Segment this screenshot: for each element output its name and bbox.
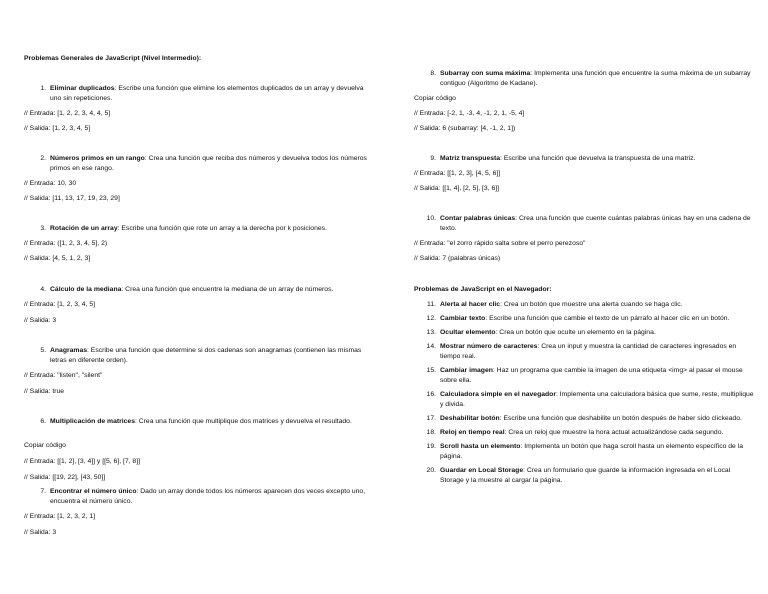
problem-title: Alerta al hacer clic xyxy=(440,301,501,308)
problem-title: Guardar en Local Storage xyxy=(440,467,524,474)
problem-number: 9. xyxy=(430,155,436,162)
problem-title: Scroll hasta un elemento xyxy=(440,443,521,450)
problem-1 xyxy=(34,84,368,104)
problem-description: : Crea un reloj que muestre la hora actual actualizándose cada segundo. xyxy=(504,429,724,436)
problem-9 xyxy=(424,154,695,164)
problem-description: : Escribe una función que elimine los elementos duplicados de un array y devuelva uno sin repeticiones. xyxy=(50,85,364,102)
problem-title: Números primos en un rango xyxy=(50,155,145,162)
problem-description: : Dado un array donde todos los números aparecen dos veces excepto uno, encuentra el número único. xyxy=(50,488,366,505)
problem-description: : Implementa una función que encuentre la suma máxima de un subarray contiguo (Algoritmo de Kadane). xyxy=(440,70,751,87)
problem-title: Matriz transpuesta xyxy=(440,155,501,162)
problem-number: 4. xyxy=(40,286,46,293)
example-input: // Entrada: [1, 2, 3, 2, 1] xyxy=(24,513,96,520)
example-output: // Salida: 3 xyxy=(24,317,57,324)
problem-title: Cambiar texto xyxy=(440,315,486,322)
problem-number: 17. xyxy=(426,415,436,422)
problem-title: Calculadora simple en el navegador xyxy=(440,391,556,398)
copy-code-link[interactable]: Copiar código xyxy=(414,95,456,102)
problem-title: Eliminar duplicados xyxy=(50,85,115,92)
example-input: // Entrada: [1, 2, 3, 4, 5] xyxy=(24,301,96,308)
problem-description: : Escribe una función que determine si dos cadenas son anagramas (contienen las mismas letras en diferente orden). xyxy=(50,347,362,364)
problem-description: : Crea un input y muestra la cantidad de caracteres ingresados en tiempo real. xyxy=(440,343,737,360)
section-heading-browser: Problemas de JavaScript en el Navegador: xyxy=(414,286,552,293)
example-input: // Entrada: [1, 2, 2, 3, 4, 4, 5] xyxy=(24,110,111,117)
problem-number: 8. xyxy=(430,70,436,77)
problem-description: : Escribe una función que deshabilite un botón después de haber sido clickeado. xyxy=(499,415,742,422)
problem-16 xyxy=(424,390,754,410)
problem-title: Cálculo de la mediana xyxy=(50,286,122,293)
problem-number: 20. xyxy=(426,467,436,474)
section-heading-general: Problemas Generales de JavaScript (Nivel Intermedio): xyxy=(24,55,202,62)
problem-number: 3. xyxy=(40,225,46,232)
example-output: // Salida: 7 (palabras únicas) xyxy=(414,255,501,262)
problem-title: Contar palabras únicas xyxy=(440,215,516,222)
example-input: // Entrada: [-2, 1, -3, 4, -1, 2, 1, -5, 4] xyxy=(414,110,525,117)
problem-description: : Haz un programa que cambie la imagen de una etiqueta <img> al pasar el mouse sobre ella. xyxy=(440,367,743,384)
problem-number: 2. xyxy=(40,155,46,162)
example-output: // Salida: 3 xyxy=(24,529,57,536)
problem-description: : Crea una función que multiplique dos matrices y devuelva el resultado. xyxy=(134,418,352,425)
problem-description: : Implementa un botón que haga scroll hasta un elemento específico de la página. xyxy=(440,443,744,460)
problem-number: 19. xyxy=(426,443,436,450)
problem-10 xyxy=(424,214,754,234)
example-input: // Entrada: [[1, 2], [3, 4]] y [[5, 6], [7, 8]] xyxy=(24,458,140,465)
problem-description: : Escribe una función que devuelva la transpuesta de una matriz. xyxy=(500,155,696,162)
problem-17 xyxy=(424,414,754,424)
problem-title: Ocultar elemento xyxy=(440,329,496,336)
problem-title: Cambiar imagen xyxy=(440,367,493,374)
problem-description: : Crea una función que encuentre la mediana de un array de números. xyxy=(121,286,334,293)
problem-title: Encontrar el número único xyxy=(50,488,137,495)
problem-description: : Implementa una calculadora básica que sume, reste, multiplique y divida. xyxy=(440,391,754,408)
copy-code-link[interactable]: Copiar código xyxy=(24,442,66,449)
browser-problems-list xyxy=(424,300,754,490)
problem-19 xyxy=(424,442,754,462)
problem-5 xyxy=(34,346,368,366)
problem-title: Anagramas xyxy=(50,347,88,354)
problem-number: 14. xyxy=(426,343,436,350)
example-output: // Salida: [[19, 22], [43, 50]] xyxy=(24,474,106,481)
problem-6 xyxy=(34,417,352,427)
problem-number: 13. xyxy=(426,329,436,336)
problem-8 xyxy=(424,69,754,89)
example-output: // Salida: 6 (subarray: [4, -1, 2, 1]) xyxy=(414,125,516,132)
problem-title: Reloj en tiempo real xyxy=(440,429,505,436)
problem-18 xyxy=(424,428,754,438)
problem-20 xyxy=(424,466,754,486)
problem-11 xyxy=(424,300,754,310)
example-input: // Entrada: "el zorro rápido salta sobre el perro perezoso" xyxy=(414,240,586,247)
problem-description: : Crea un formulario que guarde la información ingresada en el Local Storage y la muestre al cargar la página. xyxy=(440,467,731,484)
problem-description: : Escribe una función que rote un array a la derecha por k posiciones. xyxy=(117,225,327,232)
example-output: // Salida: [4, 5, 1, 2, 3] xyxy=(24,255,91,262)
problem-number: 15. xyxy=(426,367,436,374)
example-output: // Salida: true xyxy=(24,388,65,395)
problem-description: : Crea un botón que oculte un elemento en la página. xyxy=(495,329,656,336)
problem-15 xyxy=(424,366,754,386)
problem-title: Mostrar número de caracteres xyxy=(440,343,538,350)
problem-number: 1. xyxy=(40,85,46,92)
problem-title: Multiplicación de matrices xyxy=(50,418,135,425)
problem-number: 11. xyxy=(427,301,436,308)
problem-number: 12. xyxy=(426,315,436,322)
problem-description: : Crea una función que cuente cuántas palabras únicas hay en una cadena de texto. xyxy=(440,215,751,232)
example-output: // Salida: [11, 13, 17, 19, 23, 29] xyxy=(24,195,120,202)
problem-3 xyxy=(34,224,327,234)
problem-title: Subarray con suma máxima xyxy=(440,70,531,77)
problem-description: : Crea un botón que muestre una alerta cuando se haga clic. xyxy=(500,301,683,308)
problem-title: Deshabilitar botón xyxy=(440,415,500,422)
problem-description: : Crea una función que reciba dos números y devuelva todos los números primos en ese rango. xyxy=(50,155,367,172)
example-input: // Entrada: [[1, 2, 3], [4, 5, 6]] xyxy=(414,170,501,177)
problem-13 xyxy=(424,328,754,338)
problem-description: : Escribe una función que cambie el texto de un párrafo al hacer clic en un botón. xyxy=(485,315,730,322)
problem-2 xyxy=(34,154,368,174)
problem-title: Rotación de un array xyxy=(50,225,118,232)
problem-number: 10. xyxy=(426,215,436,222)
example-output: // Salida: [1, 2, 3, 4, 5] xyxy=(24,125,91,132)
problem-14 xyxy=(424,342,754,362)
example-input: // Entrada: "listen", "silent" xyxy=(24,372,103,379)
problem-4 xyxy=(34,285,333,295)
problem-number: 6. xyxy=(40,418,46,425)
example-output: // Salida: [[1, 4], [2, 5], [3, 6]] xyxy=(414,185,500,192)
problem-number: 5. xyxy=(40,347,46,354)
problem-number: 18. xyxy=(426,429,436,436)
example-input: // Entrada: 10, 30 xyxy=(24,180,77,187)
problem-12 xyxy=(424,314,754,324)
problem-number: 16. xyxy=(426,391,436,398)
problem-7 xyxy=(34,487,368,507)
problem-number: 7. xyxy=(40,488,46,495)
example-input: // Entrada: ([1, 2, 3, 4, 5], 2) xyxy=(24,240,108,247)
